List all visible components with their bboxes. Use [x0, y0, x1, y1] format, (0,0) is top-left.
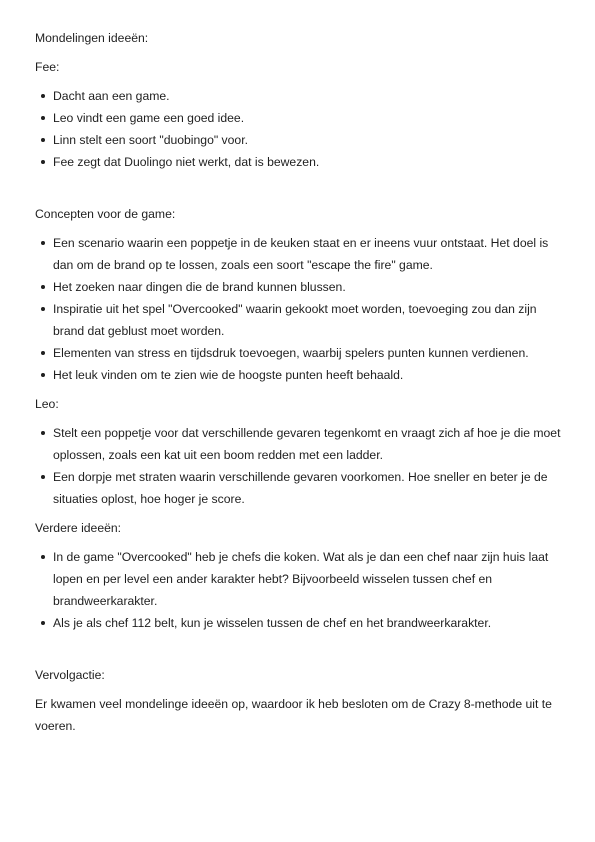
followup-paragraph: Er kwamen veel mondelinge ideeën op, waardoor ik heb besloten om de Crazy 8-methode uit te voeren. [35, 697, 552, 733]
list-item: Linn stelt een soort "duobingo" voor. [53, 129, 563, 151]
heading-concepten: Concepten voor de game: [35, 207, 176, 221]
list-leo [35, 422, 563, 510]
label-fee: Fee: [35, 60, 60, 74]
list-item: Leo vindt een game een goed idee. [53, 107, 563, 129]
heading-mondelingen-ideeen: Mondelingen ideeën: [35, 31, 149, 45]
list-item: Als je als chef 112 belt, kun je wisselen tussen de chef en het brandweerkarakter. [53, 612, 563, 634]
list-item: Het zoeken naar dingen die de brand kunnen blussen. [53, 276, 563, 298]
label-leo: Leo: [35, 397, 59, 411]
list-item: Inspiratie uit het spel "Overcooked" waarin gekookt moet worden, toevoeging zou dan zijn brand dat geblust moet worden. [53, 298, 563, 342]
list-item: Stelt een poppetje voor dat verschillende gevaren tegenkomt en vraagt zich af hoe je die moet oplossen, zoals een kat uit een boom redden met een ladder. [53, 422, 563, 466]
list-item: Elementen van stress en tijdsdruk toevoegen, waarbij spelers punten kunnen verdienen. [53, 342, 563, 364]
list-item: Fee zegt dat Duolingo niet werkt, dat is bewezen. [53, 151, 563, 173]
list-item: Een scenario waarin een poppetje in de keuken staat en er ineens vuur ontstaat. Het doel is dan om de brand op te lossen, zoals een soort "escape the fire" game. [53, 232, 563, 276]
list-concepten [35, 232, 563, 386]
list-item: Dacht aan een game. [53, 85, 563, 107]
list-verdere-ideeen [35, 546, 563, 634]
heading-vervolgactie: Vervolgactie: [35, 668, 105, 682]
heading-verdere-ideeen: Verdere ideeën: [35, 521, 122, 535]
list-item: Het leuk vinden om te zien wie de hoogste punten heeft behaald. [53, 364, 563, 386]
document-page [35, 27, 563, 744]
list-item: Een dorpje met straten waarin verschillende gevaren voorkomen. Hoe sneller en beter je de situaties oplost, hoe hoger je score. [53, 466, 563, 510]
list-item: In de game "Overcooked" heb je chefs die koken. Wat als je dan een chef naar zijn huis laat lopen en per level een ander karakter hebt? Bijvoorbeeld wisselen tussen chef en brandweerkarakter. [53, 546, 563, 612]
list-fee [35, 85, 563, 173]
